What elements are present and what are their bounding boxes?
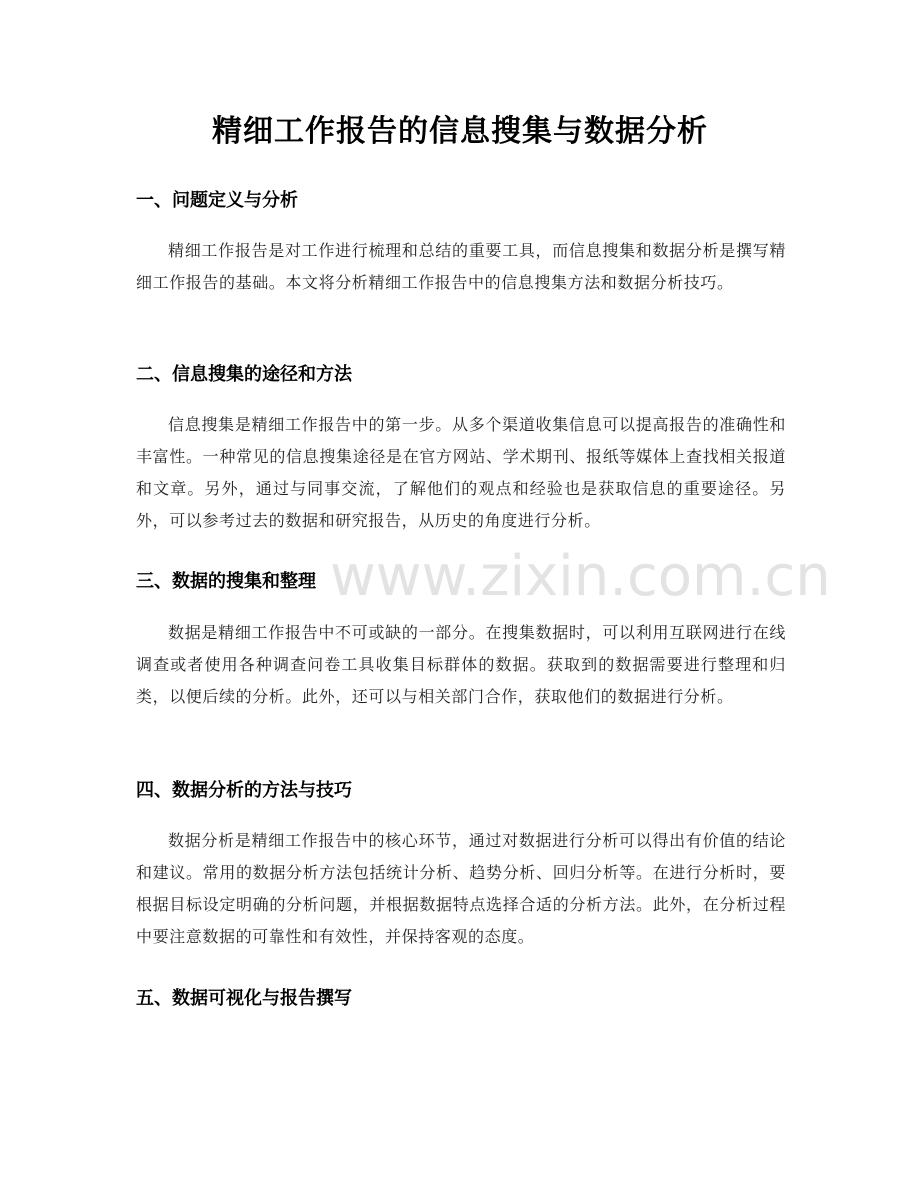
section-paragraph-2: 信息搜集是精细工作报告中的第一步。从多个渠道收集信息可以提高报告的准确性和丰富性。一种常见的信息搜集途径是在官方网站、学术期刊、报纸等媒体上查找相关报道和文章。另外，通过与同事交流，了解他们的观点和经验也是获取信息的重要途径。另外，可以参考过去的数据和研究报告，从历史的角度进行分析。 <box>136 415 786 530</box>
section-heading-1: 一、问题定义与分析 <box>136 190 298 211</box>
section-heading-2: 二、信息搜集的途径和方法 <box>136 364 352 385</box>
document-title: 精细工作报告的信息搜集与数据分析 <box>212 114 708 149</box>
section-paragraph-3: 数据是精细工作报告中不可或缺的一部分。在搜集数据时，可以利用互联网进行在线调查或者使用各种调查问卷工具收集目标群体的数据。获取到的数据需要进行整理和归类，以便后续的分析。此外，还可以与相关部门合作，获取他们的数据进行分析。 <box>136 623 786 706</box>
section-paragraph-1: 精细工作报告是对工作进行梳理和总结的重要工具，而信息搜集和数据分析是撰写精细工作报告的基础。本文将分析精细工作报告中的信息搜集方法和数据分析技巧。 <box>136 241 786 292</box>
section-heading-4: 四、数据分析的方法与技巧 <box>136 780 352 801</box>
section-heading-5: 五、数据可视化与报告撰写 <box>136 988 352 1009</box>
section-heading-3: 三、数据的搜集和整理 <box>136 571 316 592</box>
watermark: www.zixin.com.cn <box>330 544 831 609</box>
section-paragraph-4: 数据分析是精细工作报告中的核心环节，通过对数据进行分析可以得出有价值的结论和建议。常用的数据分析方法包括统计分析、趋势分析、回归分析等。在进行分析时，要根据目标设定明确的分析问题，并根据数据特点选择合适的分析方法。此外，在分析过程中要注意数据的可靠性和有效性，并保持客观的态度。 <box>136 831 786 946</box>
